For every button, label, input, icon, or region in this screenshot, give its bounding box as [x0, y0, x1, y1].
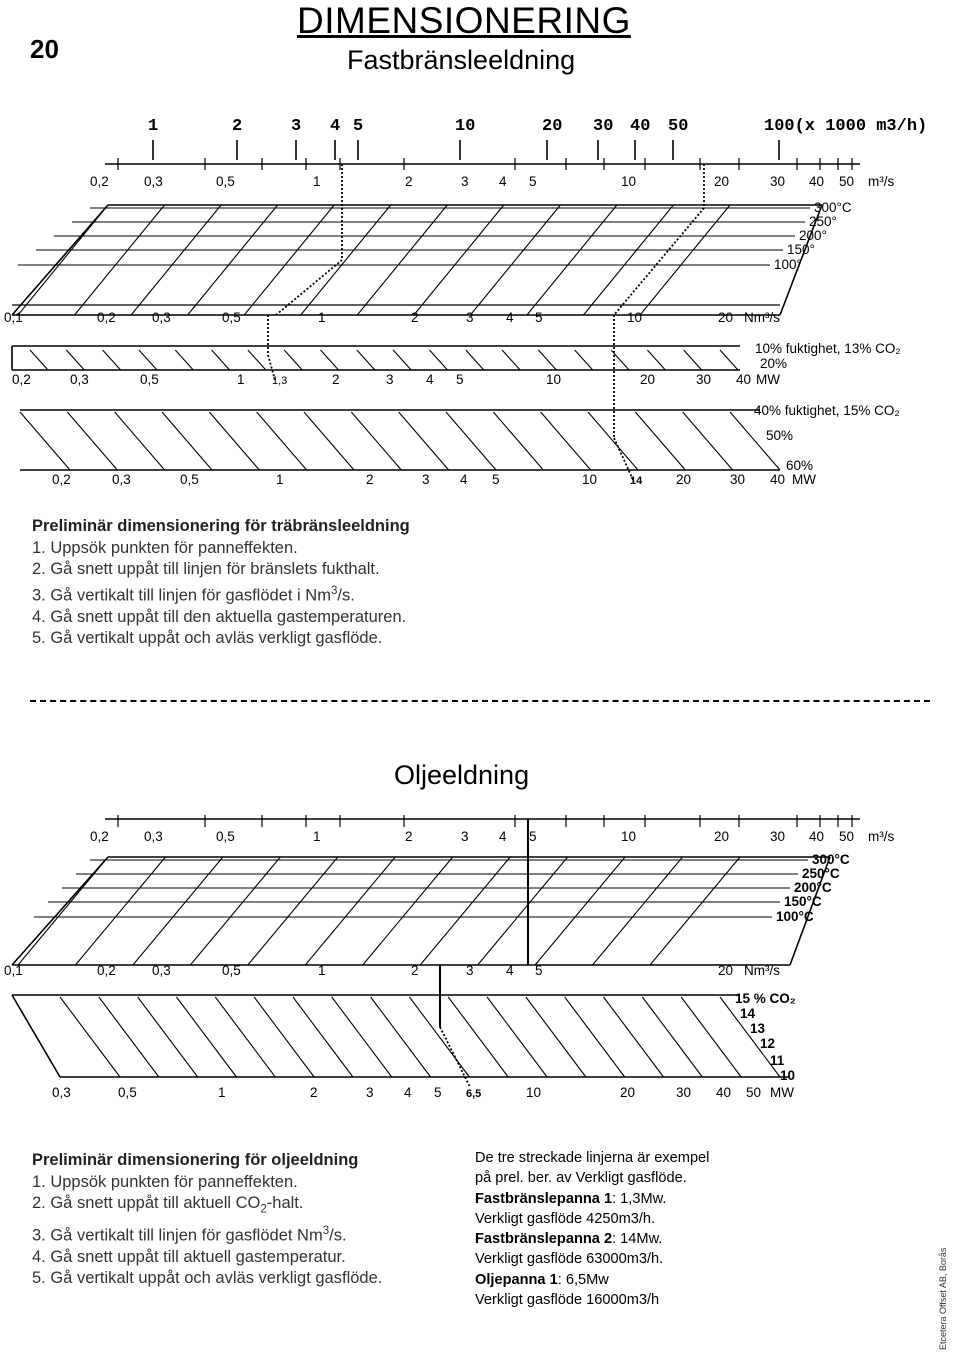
real-flow-tick-5: 3: [461, 174, 469, 189]
example-notes: [475, 1148, 709, 1310]
oil-normal-flow-unit: Nm³/s: [744, 963, 780, 978]
oil-step-5: 5. Gå vertikalt uppåt och avläs verkligt gasflöde.: [32, 1269, 383, 1288]
oil-normal-flow-tick-7: 4: [506, 963, 514, 978]
oil-power-tick-2: 1: [218, 1085, 226, 1100]
top-scale-tick-4: 5: [353, 117, 364, 136]
oil-real-flow-unit: m³/s: [868, 829, 895, 844]
oil-power-tick-12: 50: [746, 1085, 762, 1100]
temperature-0: 300°C: [814, 200, 852, 215]
example-boiler-1-flow: Verkligt gasflöde 4250m3/h.: [475, 1210, 656, 1227]
temperature-1: 250°: [809, 214, 837, 229]
oil-real-flow-tick-11: 40: [809, 829, 825, 844]
oil-real-flow-tick-0: 0,2: [90, 829, 109, 844]
power-b-tick-1: 0,3: [112, 472, 131, 487]
oil-normal-flow-tick-1: 0,2: [97, 963, 116, 978]
real-flow-tick-8: 10: [621, 174, 637, 189]
wood-step-3-tail: /s.: [337, 586, 355, 604]
top-scale-tick-8: 40: [630, 117, 651, 136]
oil-step-4: 4. Gå snett uppåt till aktuell gastemperatur.: [32, 1247, 346, 1266]
example-oil-boiler-flow: Verkligt gasflöde 16000m3/h: [475, 1292, 660, 1309]
oil-power-tick-1: 0,5: [118, 1085, 137, 1100]
oil-power-tick-4: 3: [366, 1085, 374, 1100]
oil-power-tick-3: 2: [310, 1085, 318, 1100]
oil-temperature-0: 300°C: [812, 852, 850, 867]
page-number: 20: [30, 34, 59, 64]
top-scale-tick-3: 4: [330, 117, 341, 136]
oil-power-tick-7: 6,5: [466, 1088, 482, 1100]
top-scale-tick-7: 30: [593, 117, 614, 136]
normal-flow-tick-5: 2: [411, 310, 419, 325]
power-b-tick-6: 4: [460, 472, 468, 487]
temperature-3: 150°: [787, 242, 815, 257]
oil-temperature-4: 100°C: [776, 909, 814, 924]
power-b-tick-11: 30: [730, 472, 746, 487]
oil-step-2: [32, 1193, 382, 1221]
normal-flow-tick-3: 0,5: [222, 310, 241, 325]
real-flow-tick-9: 20: [714, 174, 730, 189]
power-b-unit: MW: [792, 472, 816, 487]
normal-flow-tick-6: 3: [466, 310, 474, 325]
oil-power-unit: MW: [770, 1085, 794, 1100]
top-scale-unit: 100(x 1000 m3/h): [764, 117, 928, 136]
example-intro-1: De tre streckade linjerna är exempel: [475, 1150, 710, 1166]
real-flow-tick-2: 0,5: [216, 174, 235, 189]
oil-step-2-text: 2. Gå snett uppåt till aktuell CO: [32, 1194, 261, 1212]
oil-power-tick-5: 4: [404, 1085, 412, 1100]
normal-flow-tick-7: 4: [506, 310, 514, 325]
power-a-tick-4: 1,3: [272, 375, 288, 387]
wood-step-3-sup: 3: [330, 584, 338, 597]
example-boiler-2-flow: Verkligt gasflöde 63000m3/h.: [475, 1251, 664, 1268]
oil-section-title: Oljeeldning: [394, 760, 530, 790]
wood-step-3: [32, 581, 410, 607]
top-scale-tick-9: 50: [668, 117, 689, 136]
oil-step-1: 1. Uppsök punkten för panneffekten.: [32, 1172, 298, 1191]
top-scale-tick-2: 3: [291, 117, 302, 136]
oil-real-flow-tick-6: 4: [499, 829, 507, 844]
document-subtitle: Fastbränsleeldning: [347, 45, 576, 75]
section-divider: [30, 700, 930, 702]
power-a-tick-1: 0,3: [70, 372, 89, 387]
power-a-tick-6: 3: [386, 372, 394, 387]
example-oil-boiler-label: Oljepanna 1: [475, 1271, 558, 1288]
oil-real-flow-tick-10: 30: [770, 829, 786, 844]
top-scale-tick-6: 20: [542, 117, 563, 136]
power-a-tick-11: 30: [696, 372, 712, 387]
power-a-tick-2: 0,5: [140, 372, 159, 387]
real-flow-unit: m³/s: [868, 174, 895, 189]
temperature-2: 200°: [799, 228, 827, 243]
power-a-tick-12: 40: [736, 372, 752, 387]
example-boiler-2: [475, 1229, 709, 1249]
example-oil-boiler-value: : 6,5Mw: [557, 1271, 609, 1288]
normal-flow-tick-2: 0,3: [152, 310, 171, 325]
oil-normal-flow-tick-8: 5: [535, 963, 543, 978]
oil-co2-1: 14: [740, 1006, 756, 1021]
oil-temperature-3: 150°C: [784, 894, 822, 909]
power-a-tick-0: 0,2: [12, 372, 31, 387]
oil-normal-flow-tick-2: 0,3: [152, 963, 171, 978]
oil-step-3-text: 3. Gå vertikalt till linjen för gasflödet Nm: [32, 1226, 323, 1245]
printer-credit: Etcetera Offset AB, Borås: [938, 1247, 948, 1350]
power-b-tick-2: 0,5: [180, 472, 199, 487]
oil-power-tick-0: 0,3: [52, 1085, 71, 1100]
oil-normal-flow-tick-5: 2: [411, 963, 419, 978]
oil-step-2-sub: 2: [260, 1203, 267, 1216]
power-a-tick-10: 20: [640, 372, 656, 387]
example-boiler-2-value: : 14Mw.: [612, 1231, 663, 1248]
normal-flow-tick-8: 5: [535, 310, 543, 325]
example-oil-boiler: [475, 1270, 709, 1290]
wood-step-2: 2. Gå snett uppåt till linjen för bränslets fukthalt.: [32, 560, 380, 578]
power-b-tick-9: 14: [630, 475, 643, 487]
oil-temperature-2: 200°C: [794, 880, 832, 895]
real-flow-tick-4: 2: [405, 174, 413, 189]
power-b-tick-8: 10: [582, 472, 598, 487]
oil-normal-flow-tick-6: 3: [466, 963, 474, 978]
real-flow-tick-1: 0,3: [144, 174, 163, 189]
real-flow-tick-7: 5: [529, 174, 537, 189]
oil-real-flow-tick-3: 1: [313, 829, 321, 844]
oil-real-flow-tick-2: 0,5: [216, 829, 235, 844]
oil-normal-flow-tick-0: 0,1: [4, 963, 23, 978]
wood-instructions: [32, 516, 410, 650]
power-a-tick-3: 1: [237, 372, 245, 387]
top-scale-tick-0: 1: [148, 117, 159, 136]
real-flow-tick-6: 4: [499, 174, 507, 189]
oil-power-tick-10: 30: [676, 1085, 692, 1100]
moisture-a-label-1: 20%: [760, 356, 788, 371]
oil-real-flow-tick-8: 10: [621, 829, 637, 844]
example-boiler-2-label: Fastbränslepanna 2: [475, 1231, 613, 1248]
oil-co2-3: 12: [760, 1036, 776, 1051]
power-a-tick-7: 4: [426, 372, 434, 387]
wood-step-3-text: 3. Gå vertikalt till linjen för gasflödet i Nm: [32, 586, 331, 604]
oil-power-tick-11: 40: [716, 1085, 732, 1100]
oil-real-flow-tick-5: 3: [461, 829, 469, 844]
power-b-tick-4: 2: [366, 472, 374, 487]
power-a-tick-8: 5: [456, 372, 464, 387]
power-b-tick-10: 20: [676, 472, 692, 487]
normal-flow-unit: Nm³/s: [744, 310, 780, 325]
example-boiler-1-label: Fastbränslepanna 1: [475, 1190, 613, 1207]
oil-power-tick-8: 10: [526, 1085, 542, 1100]
real-flow-tick-11: 40: [809, 174, 825, 189]
real-flow-tick-3: 1: [313, 174, 321, 189]
oil-real-flow-tick-12: 50: [839, 829, 855, 844]
power-b-tick-12: 40: [770, 472, 786, 487]
power-b-tick-5: 3: [422, 472, 430, 487]
power-a-tick-5: 2: [332, 372, 340, 387]
oil-power-tick-9: 20: [620, 1085, 636, 1100]
moisture-a-label-0: 10% fuktighet, 13% CO₂: [755, 341, 901, 356]
oil-normal-flow-tick-3: 0,5: [222, 963, 241, 978]
temperature-4: 100°: [774, 257, 802, 272]
oil-step-3-tail: /s.: [329, 1226, 347, 1245]
normal-flow-tick-0: 0,1: [4, 310, 23, 325]
oil-real-flow-tick-9: 20: [714, 829, 730, 844]
oil-co2-4: 11: [770, 1053, 785, 1068]
oil-co2-5: 10: [780, 1068, 796, 1083]
wood-step-1: 1. Uppsök punkten för panneffekten.: [32, 538, 298, 557]
oil-normal-flow-tick-4: 1: [318, 963, 326, 978]
example-boiler-1: [475, 1189, 709, 1209]
moisture-b-label-0: 40% fuktighet, 15% CO₂: [754, 403, 900, 418]
normal-flow-tick-4: 1: [318, 310, 326, 325]
example-boiler-1-value: : 1,3Mw.: [612, 1190, 667, 1207]
solid-fuel-nomogram: [0, 100, 960, 500]
oil-real-flow-tick-4: 2: [405, 829, 413, 844]
example-intro-2: på prel. ber. av Verkligt gasflöde.: [475, 1170, 687, 1187]
top-scale-tick-1: 2: [232, 117, 243, 136]
power-a-unit: MW: [756, 372, 780, 387]
oil-co2-0: 15 % CO₂: [735, 991, 796, 1006]
power-b-tick-7: 5: [492, 472, 500, 487]
document-title: DIMENSIONERING: [297, 0, 631, 41]
wood-step-4: 4. Gå snett uppåt till den aktuella gastemperaturen.: [32, 607, 407, 626]
wood-step-5: 5. Gå vertikalt uppåt och avläs verkligt gasflöde.: [32, 629, 383, 647]
oil-co2-2: 13: [750, 1021, 766, 1036]
power-b-tick-3: 1: [276, 472, 284, 487]
power-a-tick-9: 10: [546, 372, 562, 387]
oil-instructions: [32, 1150, 382, 1290]
normal-flow-tick-1: 0,2: [97, 310, 116, 325]
oil-nomogram: [0, 815, 960, 1115]
oil-step-3: [32, 1221, 382, 1247]
moisture-b-label-2: 60%: [786, 458, 814, 473]
power-b-tick-0: 0,2: [52, 472, 71, 487]
oil-real-flow-tick-7: 5: [529, 829, 537, 844]
normal-flow-tick-10: 20: [718, 310, 734, 325]
moisture-b-label-1: 50%: [766, 428, 794, 443]
oil-temperature-1: 250°C: [802, 866, 840, 881]
real-flow-tick-0: 0,2: [90, 174, 109, 189]
wood-instructions-heading: Preliminär dimensionering för träbränsleeldning: [32, 517, 410, 535]
normal-flow-tick-9: 10: [627, 310, 643, 325]
top-scale-tick-5: 10: [455, 117, 476, 136]
oil-instructions-heading: Preliminär dimensionering för oljeeldning: [32, 1151, 359, 1169]
oil-power-tick-6: 5: [434, 1085, 442, 1100]
real-flow-tick-12: 50: [839, 174, 855, 189]
real-flow-tick-10: 30: [770, 174, 786, 189]
oil-real-flow-tick-1: 0,3: [144, 829, 163, 844]
oil-normal-flow-tick-9: 20: [718, 963, 734, 978]
oil-step-2-tail: -halt.: [266, 1194, 304, 1212]
oil-step-3-sup: 3: [322, 1224, 330, 1237]
